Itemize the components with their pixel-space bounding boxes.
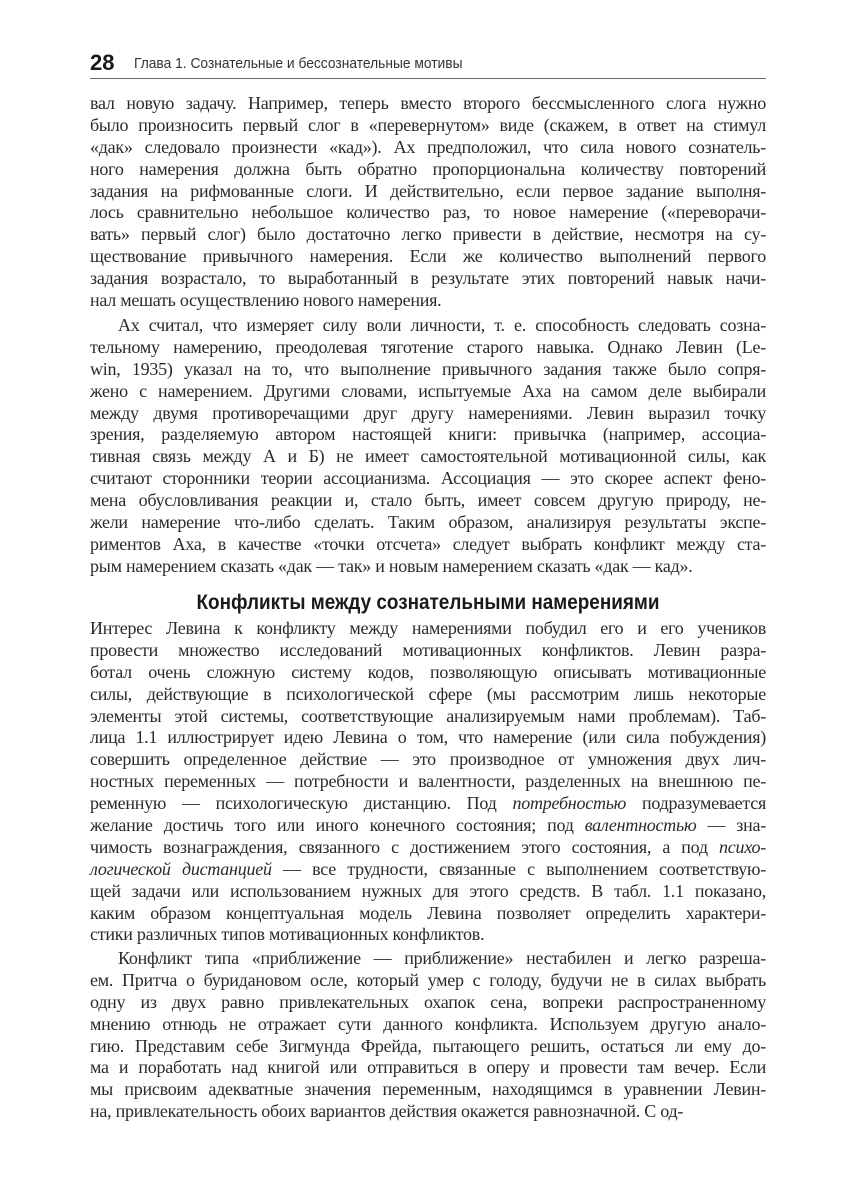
- text-run: силы, действующие в психологической сфере (мы рассмотрим лишь некоторые: [90, 683, 766, 704]
- text-line: [90, 556, 766, 578]
- text-run: — все трудности, связанные с выполнением соответствую-: [271, 858, 766, 879]
- text-line: [90, 490, 766, 512]
- text-run: щей задачи или использованием нужных для этого средств. В табл. 1.1 показано,: [90, 880, 766, 901]
- text-run: элементы этой системы, соответствующие анализируемым нами проблемам). Таб-: [90, 705, 766, 726]
- text-line: [90, 948, 766, 970]
- text-line: [90, 970, 766, 992]
- text-line: [90, 468, 766, 490]
- text-run: ма и поработать над книгой или отправиться в оперу и провести там вечер. Если: [90, 1057, 766, 1078]
- text-run: Интерес Левина к конфликту между намерениями побудил его и его учеников: [90, 618, 766, 638]
- text-line: [90, 992, 766, 1014]
- italic-term: валентностью: [584, 815, 697, 836]
- text-line: [90, 618, 766, 640]
- text-run: совершить определенное действие — это производное от умножения двух лич-: [90, 749, 766, 770]
- text-line: [90, 268, 766, 290]
- text-run: одну из двух равно привлекательных охапок сена, вопреки распространенному: [90, 991, 766, 1012]
- text-run: задания на рифмованные слоги. И действительно, если первое задание выполня-: [90, 180, 766, 201]
- text-line: [90, 815, 766, 837]
- text-run: win, 1935) указал на то, что выполнение привычного задания также было сопря-: [90, 358, 766, 379]
- text-run: вать» первый слог) было достаточно легко привести в действие, несмотря на су-: [90, 224, 766, 245]
- text-line: [90, 359, 766, 381]
- text-line: [90, 246, 766, 268]
- text-line: [90, 727, 766, 749]
- text-run: считают сторонники теории ассоцианизма. Ассоциация — это скорее аспект фено-: [90, 468, 766, 489]
- section-heading: Конфликты между сознательными намерениями: [196, 591, 660, 614]
- chapter-title: Глава 1. Сознательные и бессознательные мотивы: [134, 55, 463, 72]
- text-line: [90, 290, 766, 312]
- text-line: [90, 446, 766, 468]
- text-line: [90, 640, 766, 662]
- text-run: провести множество исследований мотивационных конфликтов. Левин разра-: [90, 639, 766, 660]
- text-run: желание достичь того или иного конечного состояния; под: [90, 815, 585, 836]
- text-run: жено с намерением. Другими словами, испытуемые Аха на самом деле выбирали: [90, 380, 766, 401]
- text-run: — зна-: [696, 815, 766, 836]
- text-run: между двумя противоречащими друг другу намерениями. Левин выразил точку: [90, 402, 766, 423]
- text-line: [90, 424, 766, 446]
- text-run: мена обусловливания реакции и, стало быть, имеет совсем другую природу, не-: [90, 490, 766, 511]
- text-run: лось сравнительно небольшое количество раз, то новое намерение («переворачи-: [90, 202, 766, 223]
- text-run: ностных переменных — потребности и валентности, разделенных на внешнюю пе-: [90, 771, 766, 792]
- text-line: [90, 793, 766, 815]
- text-line: [90, 771, 766, 793]
- text-run: подразумевается: [626, 793, 767, 814]
- text-run: жели намерение что-либо сделать. Таким образом, анализируя результаты экспе-: [90, 512, 766, 533]
- text-run: тивная связь между А и Б) не имеет самостоятельной мотивационной силы, как: [90, 446, 766, 467]
- text-run: мнению отнюдь не отражает сути данного конфликта. Используем другую анало-: [90, 1013, 766, 1034]
- text-run: каким образом концептуальная модель Левина позволяет определить характери-: [90, 902, 766, 923]
- text-line: [90, 1101, 766, 1123]
- text-line: [90, 903, 766, 925]
- paragraph: [90, 315, 766, 578]
- text-line: [90, 859, 766, 881]
- paragraph: [90, 948, 766, 1123]
- text-run: Конфликт типа «приближение — приближение» нестабилен и легко разреша-: [118, 948, 766, 968]
- text-run: риментов Аха, в качестве «точки отсчета» следует выбрать конфликт между ста-: [90, 533, 766, 554]
- running-header: [90, 50, 766, 79]
- text-line: [90, 224, 766, 246]
- paragraph: [90, 618, 766, 946]
- text-run: вал новую задачу. Например, теперь вместо второго бессмысленного слога нужно: [90, 93, 766, 113]
- text-run: ем. Притча о буридановом осле, который умер с голоду, будучи не в силах выбрать: [90, 969, 766, 990]
- page-number: 28: [90, 50, 115, 75]
- text-run: зрения, разделяемую автором настоящей книги: привычка (например, ассоциа-: [90, 424, 766, 445]
- text-run: ботал очень сложную систему кодов, позволяющую описывать мотивационные: [90, 661, 766, 682]
- text-line: [90, 181, 766, 203]
- text-run: ного намерения должна быть обратно пропорциональна количеству повторений: [90, 158, 766, 179]
- text-line: [90, 662, 766, 684]
- text-line: [90, 381, 766, 403]
- text-run: задания возрастало, то выработанный в результате этих повторений навык начи-: [90, 268, 766, 289]
- text-run: тельному намерению, преодолевая тяготение старого навыка. Однако Левин (Le-: [90, 336, 766, 357]
- text-run: ременную — психологическую дистанцию. Под: [90, 793, 513, 814]
- text-line: [90, 403, 766, 425]
- text-run: чимость вознаграждения, связанного с достижением этого состояния, а под: [90, 836, 719, 857]
- text-line: [90, 881, 766, 903]
- text-line: [90, 1014, 766, 1036]
- text-line: [90, 749, 766, 771]
- text-run: было произносить первый слог в «перевернутом» виде (скажем, в ответ на стимул: [90, 114, 766, 135]
- text-run: рым намерением сказать «дак — так» и новым намерением сказать «дак — кад».: [90, 555, 693, 576]
- text-line: [90, 315, 766, 337]
- text-line: [90, 534, 766, 556]
- italic-term: потребностью: [512, 793, 627, 814]
- text-run: «дак» следовало произнести «кад»). Ах предположил, что сила нового сознатель-: [90, 136, 766, 157]
- text-run: на, привлекательность обоих вариантов действия окажется равнозначной. С од-: [90, 1101, 684, 1122]
- text-line: [90, 115, 766, 137]
- text-run: нал мешать осуществлению нового намерения.: [90, 290, 442, 311]
- text-line: [90, 137, 766, 159]
- text-line: [90, 337, 766, 359]
- text-line: [90, 159, 766, 181]
- text-run: стики различных типов мотивационных конфликтов.: [90, 924, 485, 945]
- text-run: лица 1.1 иллюстрирует идею Левина о том, что намерение (или сила побуждения): [90, 727, 766, 748]
- text-line: [90, 1036, 766, 1058]
- text-run: Ах считал, что измеряет силу воли личности, т. е. способность следовать созна-: [118, 315, 766, 335]
- paragraph: [90, 93, 766, 312]
- text-line: [90, 93, 766, 115]
- italic-term: логической дистанцией: [90, 858, 272, 879]
- text-line: [90, 837, 766, 859]
- text-line: [90, 924, 766, 946]
- text-line: [90, 1079, 766, 1101]
- text-run: мы присвоим адекватные значения переменным, находящимся в уравнении Левин-: [90, 1079, 766, 1100]
- text-run: ществование привычного намерения. Если же количество выполнений первого: [90, 246, 766, 267]
- italic-term: психо-: [718, 836, 766, 857]
- text-line: [90, 202, 766, 224]
- text-line: [90, 684, 766, 706]
- text-line: [90, 706, 766, 728]
- text-run: гию. Представим себе Зигмунда Фрейда, пытающего решить, остаться ли ему до-: [90, 1035, 766, 1056]
- text-line: [90, 512, 766, 534]
- text-line: [90, 1057, 766, 1079]
